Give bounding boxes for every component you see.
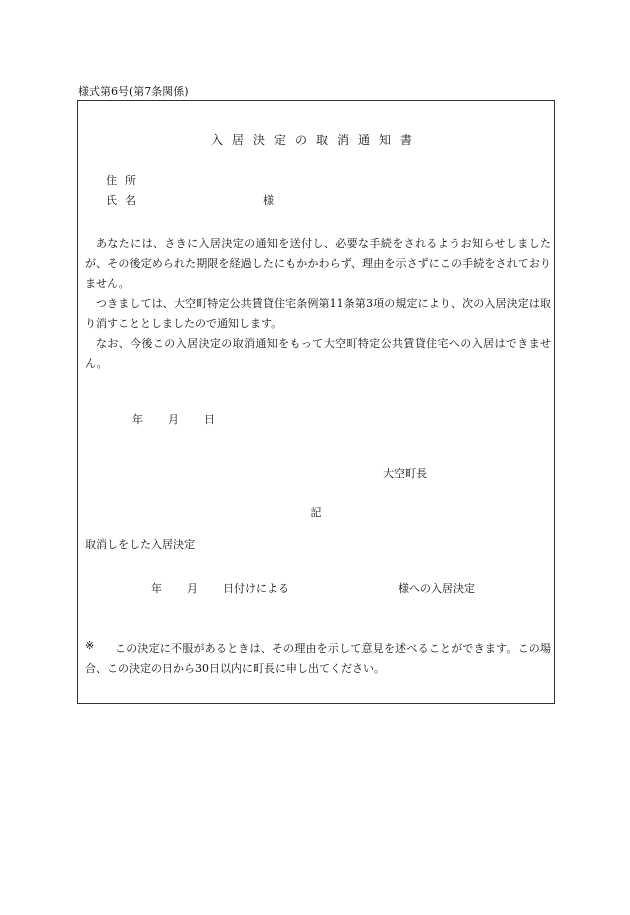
note-text: この決定に不服があるときは、その理由を示して意見を述べることができます。この場合、この決定の日から30日以内に町長に申し出てください。 bbox=[85, 642, 551, 675]
name-label: 氏名 bbox=[106, 194, 144, 207]
ki-heading: 記 bbox=[310, 506, 322, 519]
decision-month: 月 bbox=[187, 582, 198, 595]
issuer-name: 大空町長 bbox=[383, 467, 427, 480]
body-paragraph-3: なお、今後この入居決定の取消通知をもって大空町特定公共賃貸住宅への入居はできません。 bbox=[85, 337, 551, 370]
note-block bbox=[85, 639, 551, 679]
notice-frame bbox=[77, 100, 555, 704]
body-paragraph-2: つきましては、大空町特定公共賃貸住宅条例第11条第3項の規定により、次の入居決定は取り消すこととしましたので通知します。 bbox=[85, 297, 551, 330]
form-number-label: 様式第6号(第7条関係) bbox=[78, 85, 189, 98]
decision-year: 年 bbox=[151, 582, 162, 595]
cancelled-decision-heading: 取消しをした入居決定 bbox=[85, 538, 195, 551]
honorific-sama: 様 bbox=[263, 194, 274, 207]
date-year: 年 bbox=[132, 413, 143, 426]
body-text bbox=[85, 234, 551, 374]
address-label: 住所 bbox=[106, 174, 144, 187]
note-mark: ※ bbox=[85, 639, 95, 652]
document-title: 入居決定の取消通知書 bbox=[210, 133, 421, 147]
decision-suffix: 様への入居決定 bbox=[398, 582, 475, 595]
date-day: 日 bbox=[204, 413, 215, 426]
date-month: 月 bbox=[168, 413, 179, 426]
body-paragraph-1: あなたには、さきに入居決定の通知を送付し、必要な手続をされるようお知らせしましたが、その後定められた期限を経過したにもかかわらず、理由を示さずにこの手続をされておりません。 bbox=[85, 237, 551, 290]
decision-dated-by: 日付けによる bbox=[223, 582, 289, 595]
